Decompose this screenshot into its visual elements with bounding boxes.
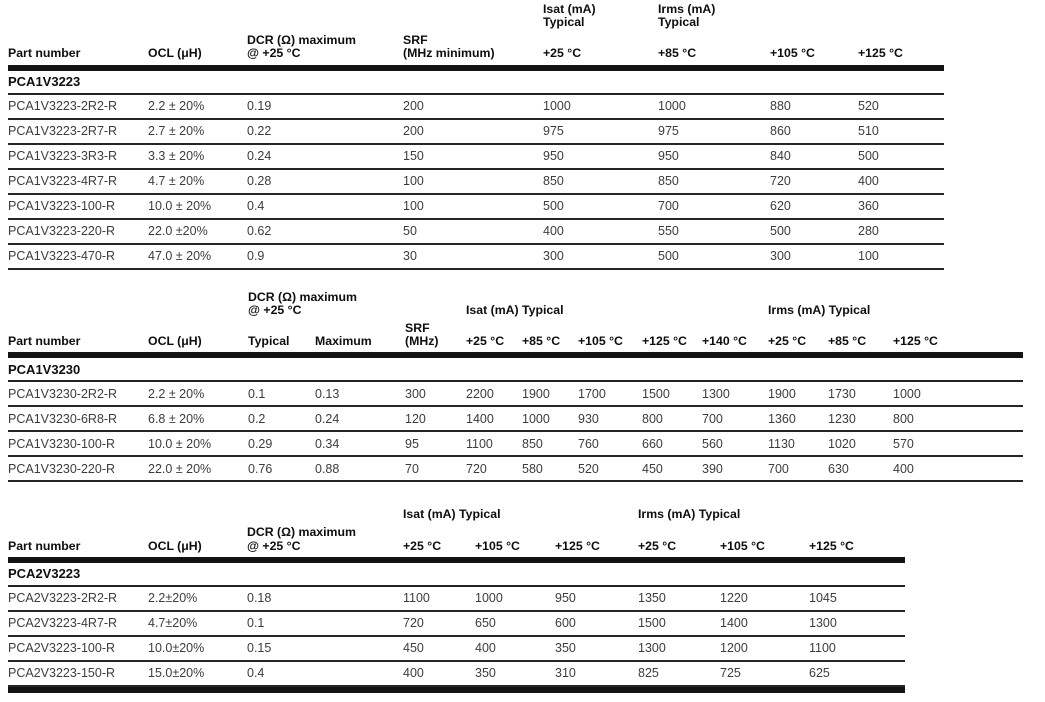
srf-line1: SRF [403,33,428,48]
value-cell: 1100 [466,436,493,451]
value-cell: 200 [403,124,424,139]
column-header-ocl: OCL (μH) [148,538,202,553]
value-cell: 1900 [768,386,796,401]
value-cell: 0.24 [247,149,272,164]
value-cell: 2.7 ± 20% [148,124,205,139]
isat-group-header: Isat (mA) Typical [466,302,564,317]
value-cell: 0.4 [247,666,265,681]
part-number-cell: PCA1V3230-100-R [8,436,116,451]
value-cell: 310 [555,666,576,681]
irms-group-header: Irms (mA) Typical [768,302,871,317]
table1-header [8,3,944,61]
table-row [8,170,944,195]
value-cell: 2.2±20% [148,591,198,606]
value-cell: 0.1 [247,616,265,631]
column-header-isat-140: +140 °C [702,334,747,349]
table1-rows [8,95,944,270]
value-cell: 880 [770,99,791,114]
part-number-cell: PCA1V3223-100-R [8,199,116,214]
column-header-isat-25: +25 °C [403,538,442,553]
value-cell: 560 [702,436,723,451]
column-header-isat-105: +105 °C [475,538,520,553]
value-cell: 22.0 ± 20% [148,461,212,476]
column-header-isat-25: +25 °C [466,334,505,349]
table-row [8,637,905,662]
value-cell: 0.13 [315,386,340,401]
irms-group-line1: Irms (mA) [658,2,716,16]
column-header-temp-25: +25 °C [543,46,582,61]
value-cell: 1230 [828,411,856,426]
dcr-group-line1: DCR (Ω) maximum [248,289,357,304]
value-cell: 520 [578,461,599,476]
part-number-cell: PCA1V3223-4R7-R [8,174,118,189]
value-cell: 360 [858,199,879,214]
value-cell: 0.4 [247,199,265,214]
value-cell: 0.24 [315,411,340,426]
value-cell: 1360 [768,411,796,426]
column-header-irms-105: +105 °C [720,538,765,553]
column-header-temp-125: +125 °C [858,46,903,61]
part-number-cell: PCA1V3230-220-R [8,461,116,476]
table-pca1v3230 [8,291,1023,483]
value-cell: 1045 [809,591,837,606]
value-cell: 975 [658,124,679,139]
column-header-srf [405,322,466,348]
table2-rows [8,382,1023,482]
column-header-part-number: Part number [8,538,81,553]
column-header-srf [403,34,543,60]
value-cell: 300 [405,386,426,401]
value-cell: 0.76 [248,461,273,476]
value-cell: 0.18 [247,591,272,606]
table-row [8,120,944,145]
dcr-line2: @ +25 °C [247,46,301,61]
table-row [8,382,1023,407]
table-row [8,95,944,120]
value-cell: 725 [720,666,741,681]
dcr-line2: @ +25 °C [247,538,301,553]
value-cell: 1300 [702,386,730,401]
irms-group-line2: Typical [658,15,700,30]
value-cell: 400 [893,461,914,476]
value-cell: 825 [638,666,659,681]
column-header-irms-125: +125 °C [893,334,938,349]
value-cell: 570 [893,436,914,451]
table-row [8,432,1023,457]
value-cell: 1900 [522,386,550,401]
table-row [8,612,905,637]
table3-rows [8,587,905,687]
value-cell: 510 [858,124,879,139]
part-number-cell: PCA1V3223-470-R [8,249,116,264]
table-row [8,195,944,220]
value-cell: 600 [555,616,576,631]
value-cell: 0.28 [247,174,272,189]
value-cell: 70 [405,461,419,476]
isat-group-header: Isat (mA) Typical [403,507,501,522]
value-cell: 2.2 ± 20% [148,386,205,401]
value-cell: 450 [642,461,663,476]
column-header-dcr [247,34,403,60]
part-number-cell: PCA1V3230-6R8-R [8,411,118,426]
part-number-cell: PCA2V3223-2R2-R [8,591,118,606]
value-cell: 120 [405,411,426,426]
column-header-ocl: OCL (μH) [148,46,202,61]
value-cell: 4.7±20% [148,616,198,631]
value-cell: 1200 [720,641,748,656]
value-cell: 1000 [658,99,686,114]
value-cell: 0.29 [248,436,273,451]
column-header-irms-25: +25 °C [768,334,807,349]
value-cell: 280 [858,224,879,239]
value-cell: 860 [770,124,791,139]
dcr-line1: DCR (Ω) maximum [247,33,356,48]
value-cell: 350 [555,641,576,656]
value-cell: 400 [858,174,879,189]
column-header-isat-125: +125 °C [642,334,687,349]
value-cell: 1300 [809,616,837,631]
value-cell: 700 [658,199,679,214]
value-cell: 400 [475,641,496,656]
srf-line2: (MHz) [405,334,439,349]
value-cell: 520 [858,99,879,114]
value-cell: 400 [543,224,564,239]
part-number-cell: PCA2V3223-150-R [8,666,116,681]
column-header-dcr-maximum: Maximum [315,334,372,349]
isat-group-header [543,3,658,29]
part-number-cell: PCA1V3223-220-R [8,224,116,239]
column-header-irms-85: +85 °C [828,334,867,349]
value-cell: 1130 [768,436,795,451]
value-cell: 1000 [522,411,550,426]
value-cell: 0.15 [247,641,272,656]
value-cell: 4.7 ± 20% [148,174,205,189]
value-cell: 300 [770,249,791,264]
series-group-row: PCA2V3223 [8,563,905,587]
value-cell: 500 [658,249,679,264]
column-header-part-number: Part number [8,334,81,349]
value-cell: 0.9 [247,249,265,264]
value-cell: 720 [403,616,424,631]
value-cell: 1000 [893,386,921,401]
part-number-cell: PCA1V3223-3R3-R [8,149,118,164]
value-cell: 50 [403,224,417,239]
value-cell: 850 [522,436,543,451]
series-group-row: PCA1V3223 [8,71,944,95]
table-bottom-rule [8,687,905,693]
value-cell: 950 [658,149,679,164]
table-row [8,457,1023,482]
value-cell: 450 [403,641,424,656]
value-cell: 840 [770,149,791,164]
value-cell: 0.19 [247,99,272,114]
value-cell: 10.0 ± 20% [148,436,212,451]
value-cell: 150 [403,149,424,164]
column-header-dcr-typical: Typical [248,334,290,349]
dcr-group-header [248,291,405,317]
part-number-cell: PCA1V3223-2R2-R [8,99,118,114]
column-header-temp-85: +85 °C [658,46,697,61]
value-cell: 500 [770,224,791,239]
value-cell: 550 [658,224,679,239]
value-cell: 800 [893,411,914,426]
column-header-isat-105: +105 °C [578,334,623,349]
table-pca2v3223 [8,508,905,692]
series-group-row: PCA1V3230 [8,358,1023,382]
value-cell: 950 [543,149,564,164]
value-cell: 1700 [578,386,606,401]
value-cell: 200 [403,99,424,114]
irms-group-header: Irms (mA) Typical [638,507,741,522]
value-cell: 1300 [638,641,666,656]
dcr-line1: DCR (Ω) maximum [247,525,356,540]
value-cell: 100 [403,174,424,189]
value-cell: 30 [403,249,417,264]
value-cell: 850 [658,174,679,189]
value-cell: 930 [578,411,599,426]
value-cell: 0.62 [247,224,272,239]
value-cell: 300 [543,249,564,264]
value-cell: 1400 [720,616,748,631]
value-cell: 100 [858,249,879,264]
table2-header [8,291,1023,349]
column-header-dcr [247,526,403,552]
value-cell: 650 [475,616,496,631]
value-cell: 500 [858,149,879,164]
value-cell: 1220 [720,591,748,606]
table-row [8,145,944,170]
table3-header [8,508,905,552]
value-cell: 0.22 [247,124,272,139]
table-row [8,245,944,270]
srf-line2: (MHz minimum) [403,46,495,61]
value-cell: 700 [768,461,789,476]
value-cell: 2200 [466,386,494,401]
value-cell: 620 [770,199,791,214]
value-cell: 1000 [543,99,571,114]
part-number-cell: PCA1V3230-2R2-R [8,386,118,401]
dcr-group-line2: @ +25 °C [248,302,302,317]
value-cell: 1020 [828,436,856,451]
isat-group-line2: Typical [543,15,585,30]
value-cell: 3.3 ± 20% [148,149,205,164]
value-cell: 0.2 [248,411,266,426]
value-cell: 47.0 ± 20% [148,249,212,264]
value-cell: 10.0±20% [148,641,205,656]
value-cell: 1350 [638,591,666,606]
value-cell: 850 [543,174,564,189]
value-cell: 700 [702,411,723,426]
value-cell: 950 [555,591,576,606]
value-cell: 15.0±20% [148,666,205,681]
part-number-cell: PCA2V3223-4R7-R [8,616,118,631]
value-cell: 1500 [638,616,666,631]
value-cell: 630 [828,461,849,476]
value-cell: 800 [642,411,663,426]
table-row [8,662,905,687]
column-header-irms-25: +25 °C [638,538,677,553]
part-number-cell: PCA2V3223-100-R [8,641,116,656]
value-cell: 1100 [809,641,836,656]
value-cell: 975 [543,124,564,139]
value-cell: 660 [642,436,663,451]
table-row [8,407,1023,432]
column-header-isat-125: +125 °C [555,538,600,553]
value-cell: 1000 [475,591,503,606]
part-number-cell: PCA1V3223-2R7-R [8,124,118,139]
value-cell: 400 [403,666,424,681]
table-pca1v3223 [8,3,944,270]
value-cell: 720 [770,174,791,189]
value-cell: 350 [475,666,496,681]
value-cell: 22.0 ±20% [148,224,208,239]
table-row [8,587,905,612]
column-header-isat-85: +85 °C [522,334,561,349]
value-cell: 100 [403,199,424,214]
value-cell: 2.2 ± 20% [148,99,205,114]
value-cell: 0.1 [248,386,266,401]
value-cell: 390 [702,461,723,476]
value-cell: 720 [466,461,487,476]
value-cell: 1500 [642,386,670,401]
value-cell: 500 [543,199,564,214]
value-cell: 1400 [466,411,494,426]
value-cell: 0.88 [315,461,340,476]
column-header-irms-125: +125 °C [809,538,854,553]
value-cell: 95 [405,436,419,451]
srf-line1: SRF [405,320,430,335]
value-cell: 6.8 ± 20% [148,411,205,426]
value-cell: 625 [809,666,830,681]
column-header-part-number: Part number [8,46,81,61]
table-row [8,220,944,245]
value-cell: 10.0 ± 20% [148,199,212,214]
isat-group-line1: Isat (mA) [543,2,596,16]
value-cell: 580 [522,461,543,476]
column-header-ocl: OCL (μH) [148,334,202,349]
column-header-temp-105: +105 °C [770,46,815,61]
value-cell: 1100 [403,591,430,606]
value-cell: 760 [578,436,599,451]
value-cell: 1730 [828,386,856,401]
irms-group-header [658,3,770,29]
value-cell: 0.34 [315,436,340,451]
